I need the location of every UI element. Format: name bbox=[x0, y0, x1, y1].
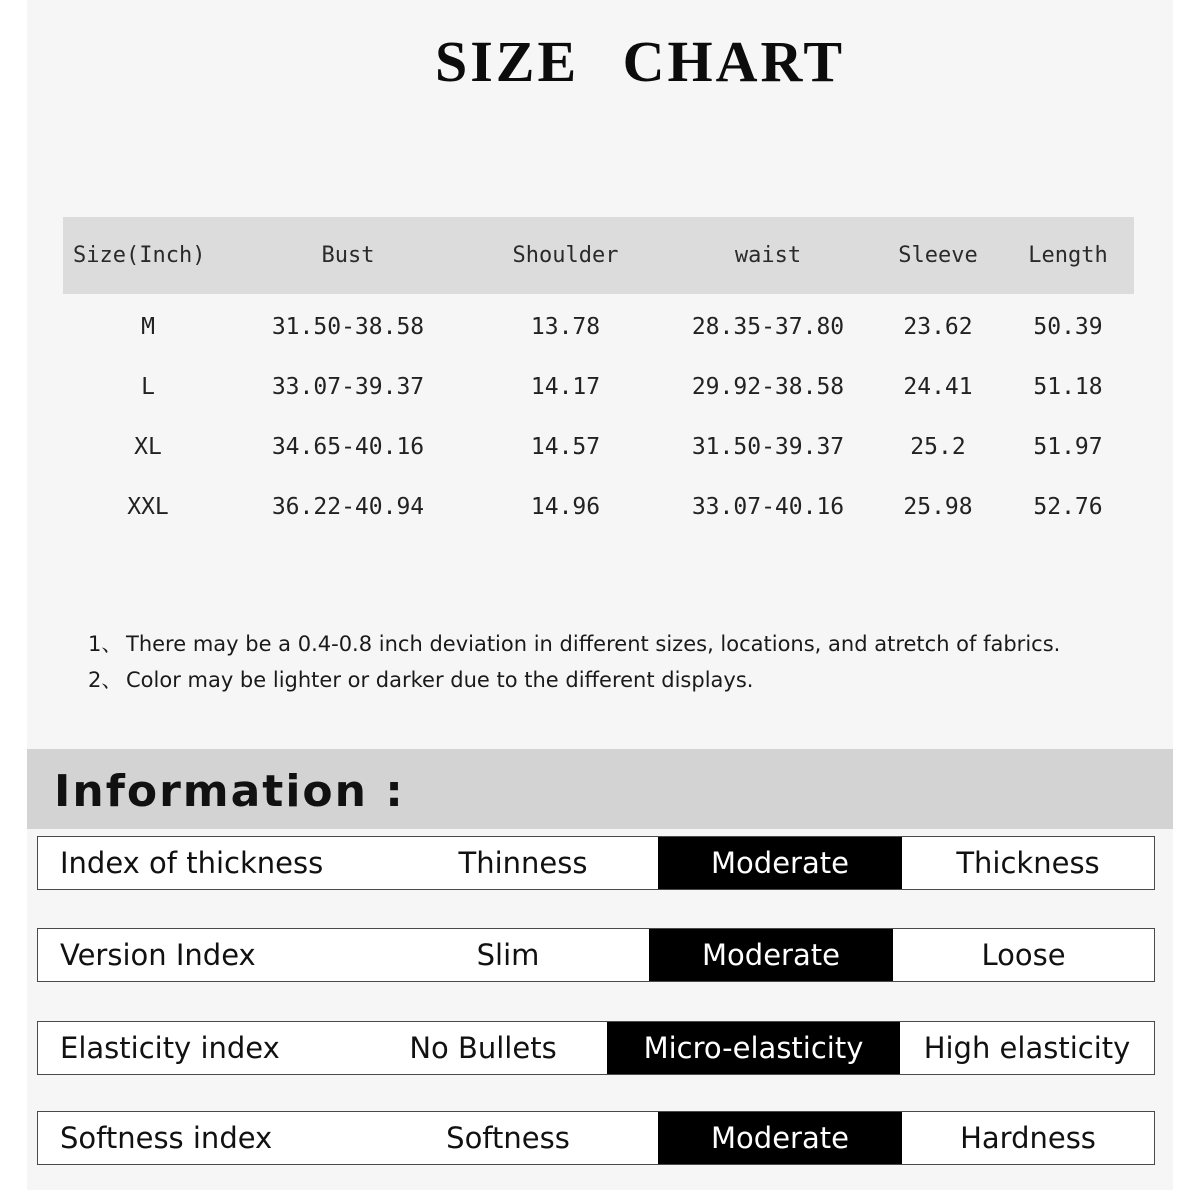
cell-length: 51.18 bbox=[1033, 374, 1103, 400]
information-title: Information : bbox=[54, 766, 405, 817]
index-option: Thickness bbox=[956, 846, 1100, 880]
cell-length: 52.76 bbox=[1033, 494, 1103, 520]
cell-shoulder: 13.78 bbox=[530, 314, 601, 340]
cell-waist: 33.07-40.16 bbox=[691, 494, 845, 520]
index-option-selected: Moderate bbox=[658, 837, 902, 889]
header-bust: Bust bbox=[321, 243, 375, 268]
index-version bbox=[37, 928, 1155, 982]
cell-size: L bbox=[141, 374, 155, 400]
table-row bbox=[63, 417, 1134, 477]
cell-sleeve: 24.41 bbox=[903, 374, 973, 400]
cell-waist: 28.35-37.80 bbox=[691, 314, 845, 340]
table-row bbox=[63, 357, 1134, 417]
cell-sleeve: 25.2 bbox=[910, 434, 966, 460]
cell-length: 50.39 bbox=[1033, 314, 1103, 340]
index-thickness bbox=[37, 836, 1155, 890]
header-size: Size(Inch) bbox=[73, 243, 206, 268]
index-elasticity bbox=[37, 1021, 1155, 1075]
index-label: Softness index bbox=[60, 1121, 273, 1155]
cell-sleeve: 23.62 bbox=[903, 314, 973, 340]
index-softness bbox=[37, 1111, 1155, 1165]
cell-bust: 34.65-40.16 bbox=[271, 434, 425, 460]
cell-bust: 31.50-38.58 bbox=[271, 314, 425, 340]
cell-shoulder: 14.17 bbox=[530, 374, 601, 400]
index-label: Elasticity index bbox=[60, 1031, 280, 1065]
header-sleeve: Sleeve bbox=[898, 243, 978, 268]
cell-size: XXL bbox=[127, 494, 169, 520]
index-option-selected: Micro-elasticity bbox=[607, 1022, 900, 1074]
index-option: No Bullets bbox=[409, 1031, 557, 1065]
notes bbox=[88, 626, 1060, 698]
page-title: SIZE CHART bbox=[434, 29, 846, 94]
index-option: Thinness bbox=[458, 846, 588, 880]
cell-length: 51.97 bbox=[1033, 434, 1103, 460]
note-text: There may be a 0.4-0.8 inch deviation in different sizes, locations, and atretch of fabrics. bbox=[126, 632, 1061, 656]
index-option: Softness bbox=[446, 1121, 570, 1155]
index-option-selected: Moderate bbox=[658, 1112, 902, 1164]
header-shoulder: Shoulder bbox=[512, 243, 619, 268]
note-item bbox=[88, 662, 1060, 698]
index-label: Index of thickness bbox=[60, 846, 324, 880]
cell-sleeve: 25.98 bbox=[903, 494, 973, 520]
size-table-header bbox=[63, 217, 1134, 294]
table-row bbox=[63, 297, 1134, 357]
note-number: 1、 bbox=[88, 632, 123, 656]
index-option: Slim bbox=[476, 938, 540, 972]
index-label: Version Index bbox=[60, 938, 256, 972]
header-waist: waist bbox=[734, 243, 802, 268]
page-panel bbox=[27, 0, 1173, 1190]
note-text: Color may be lighter or darker due to the different displays. bbox=[126, 668, 754, 692]
table-row bbox=[63, 477, 1134, 537]
header-length: Length bbox=[1028, 243, 1108, 268]
index-option: Hardness bbox=[960, 1121, 1096, 1155]
cell-bust: 36.22-40.94 bbox=[271, 494, 425, 520]
cell-waist: 29.92-38.58 bbox=[691, 374, 845, 400]
size-table bbox=[63, 217, 1134, 537]
index-option-selected: Moderate bbox=[649, 929, 893, 981]
cell-waist: 31.50-39.37 bbox=[691, 434, 845, 460]
cell-shoulder: 14.57 bbox=[530, 434, 601, 460]
cell-size: M bbox=[141, 314, 155, 340]
cell-size: XL bbox=[134, 434, 162, 460]
cell-bust: 33.07-39.37 bbox=[271, 374, 425, 400]
index-option: High elasticity bbox=[923, 1031, 1131, 1065]
note-number: 2、 bbox=[88, 668, 123, 692]
cell-shoulder: 14.96 bbox=[530, 494, 601, 520]
note-item bbox=[88, 626, 1060, 662]
index-option: Loose bbox=[981, 938, 1066, 972]
